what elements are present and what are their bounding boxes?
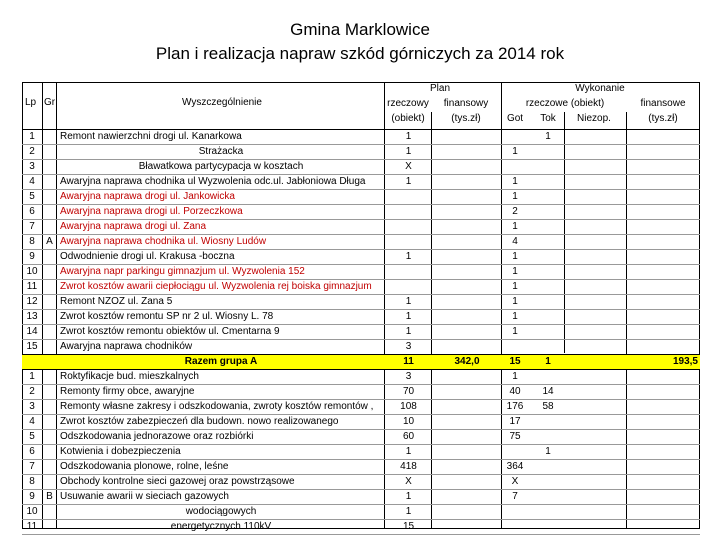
row-description: Awaryjna naprawa drogi ul. Jankowicka bbox=[60, 191, 235, 202]
row-number: 4 bbox=[29, 416, 35, 427]
table-row bbox=[22, 264, 700, 279]
table-row bbox=[22, 309, 700, 324]
row-description: Odszkodowania jednorazowe oraz rozbiórki bbox=[60, 431, 254, 442]
row-number: 10 bbox=[26, 266, 38, 277]
table-row bbox=[22, 144, 700, 159]
table-row bbox=[22, 414, 700, 429]
row-number: 9 bbox=[29, 251, 35, 262]
row-description: Awaryjna naprawa chodnika ul. Wiosny Ludów bbox=[60, 236, 267, 247]
row-wyk-got: 1 bbox=[512, 266, 518, 277]
row-wyk-got: 1 bbox=[512, 176, 518, 187]
row-wyk-got: 4 bbox=[512, 236, 518, 247]
table-row bbox=[22, 294, 700, 309]
row-description: Awaryjna naprawa chodników bbox=[60, 341, 193, 352]
row-number: 13 bbox=[26, 311, 38, 322]
row-plan-rzeczowy: 1 bbox=[405, 131, 412, 142]
row-description: Remonty własne zakresy i odszkodowania, zwroty kosztów remontów , bbox=[60, 401, 374, 412]
row-group: A bbox=[46, 236, 53, 247]
header-wykonanie: Wykonanie bbox=[575, 83, 625, 94]
table-row bbox=[22, 279, 700, 294]
row-number: 7 bbox=[29, 221, 35, 232]
row-number: 1 bbox=[29, 131, 35, 142]
row-wyk-got: 1 bbox=[512, 221, 518, 232]
row-description: Razem grupa A bbox=[184, 356, 258, 367]
row-description: Obchody kontrolne sieci gazowej oraz powstrząsowe bbox=[60, 476, 295, 487]
table-row bbox=[22, 474, 700, 489]
row-number: 1 bbox=[29, 371, 35, 382]
header-wyk-got: Got bbox=[506, 113, 524, 124]
row-description: Remont nawierzchni drogi ul. Kanarkowa bbox=[60, 131, 242, 142]
row-plan-rzeczowy: 1 bbox=[405, 251, 412, 262]
table-row bbox=[22, 429, 700, 444]
row-plan-rzeczowy: X bbox=[405, 161, 412, 172]
row-wyk-got: 176 bbox=[506, 401, 524, 412]
row-wyk-tok: 58 bbox=[542, 401, 554, 412]
header-gr: Gr bbox=[44, 97, 56, 108]
row-description: Zwrot kosztów zabezpieczeń dla budown. nowo realizowanego bbox=[60, 416, 339, 427]
table-row bbox=[22, 384, 700, 399]
row-description: Remont NZOZ ul. Zana 5 bbox=[60, 296, 173, 307]
row-number: 5 bbox=[29, 191, 35, 202]
header-plan-tys: (tys.zł) bbox=[451, 113, 481, 124]
row-description: Odwodnienie drogi ul. Krakusa -boczna bbox=[60, 251, 235, 262]
row-wyk-tok: 1 bbox=[545, 131, 551, 142]
header-plan-rzeczowy: rzeczowy bbox=[387, 98, 429, 109]
table-row bbox=[22, 189, 700, 204]
table-row bbox=[22, 504, 700, 519]
row-wyk-got: 40 bbox=[509, 386, 521, 397]
table-row bbox=[22, 459, 700, 474]
row-plan-rzeczowy: 1 bbox=[405, 446, 412, 457]
row-description: Awaryjna naprawa drogi ul. Zana bbox=[60, 221, 207, 232]
header-plan: Plan bbox=[429, 83, 451, 94]
row-number: 4 bbox=[29, 176, 35, 187]
row-number: 3 bbox=[29, 401, 35, 412]
row-wyk-tok: 1 bbox=[545, 446, 551, 457]
row-description: Roktyfikacje bud. mieszkalnych bbox=[60, 371, 199, 382]
row-plan-rzeczowy: 70 bbox=[402, 386, 415, 397]
row-description: energetycznych 110kV bbox=[170, 521, 272, 532]
row-wyk-got: 2 bbox=[512, 206, 518, 217]
row-number: 2 bbox=[29, 386, 35, 397]
row-number: 11 bbox=[26, 281, 38, 292]
header-plan-finansowy: finansowy bbox=[443, 98, 489, 109]
header-wyszczegolnienie: Wyszczególnienie bbox=[182, 97, 262, 108]
row-description: Awaryjna naprawa drogi ul. Porzeczkowa bbox=[60, 206, 243, 217]
row-number: 8 bbox=[29, 236, 35, 247]
row-plan-finansowy: 342,0 bbox=[454, 356, 480, 367]
row-description: Zwrot kosztów remontu SP nr 2 ul. Wiosny L. 78 bbox=[60, 311, 274, 322]
row-description: Odszkodowania plonowe, rolne, leśne bbox=[60, 461, 229, 472]
row-wyk-got: 364 bbox=[506, 461, 524, 472]
row-wyk-got: 15 bbox=[509, 356, 521, 367]
row-plan-rzeczowy: 10 bbox=[402, 416, 415, 427]
row-plan-rzeczowy: 1 bbox=[405, 326, 412, 337]
row-wyk-got: 1 bbox=[512, 146, 518, 157]
header-wyk-niezop: Niezop. bbox=[577, 113, 611, 124]
row-description: Awaryjna napr parkingu gimnazjum ul. Wyzwolenia 152 bbox=[60, 266, 305, 277]
table-row bbox=[22, 519, 700, 534]
table-row bbox=[22, 324, 700, 339]
table-row bbox=[22, 339, 700, 354]
row-description: Remonty firmy obce, awaryjne bbox=[60, 386, 195, 397]
table-row bbox=[22, 249, 700, 264]
table-row bbox=[22, 489, 700, 504]
row-plan-rzeczowy: 11 bbox=[403, 356, 414, 367]
row-wyk-got: 1 bbox=[512, 191, 518, 202]
row-number: 6 bbox=[29, 206, 35, 217]
row-wyk-got: 1 bbox=[512, 296, 518, 307]
row-number: 9 bbox=[29, 491, 35, 502]
row-number: 6 bbox=[29, 446, 35, 457]
header-wyk-finansowe: finansowe bbox=[640, 98, 686, 109]
table-row bbox=[22, 129, 700, 144]
row-wyk-got: 1 bbox=[512, 251, 518, 262]
row-plan-rzeczowy: 1 bbox=[405, 176, 412, 187]
row-wyk-got: X bbox=[511, 476, 519, 487]
row-description: Zwrot kosztów awarii ciepłociągu ul. Wyzwolenia rej boiska gimnazjum bbox=[60, 281, 372, 292]
header-wyk-tok: Tok bbox=[540, 113, 556, 124]
damage-repair-table bbox=[22, 82, 700, 532]
row-number: 2 bbox=[29, 146, 35, 157]
row-number: 10 bbox=[26, 506, 38, 517]
row-wyk-got: 1 bbox=[512, 371, 518, 382]
table-row bbox=[22, 399, 700, 414]
row-number: 8 bbox=[29, 476, 35, 487]
table-row bbox=[22, 369, 700, 384]
row-wyk-tok: 1 bbox=[545, 356, 551, 367]
row-plan-rzeczowy: 418 bbox=[400, 461, 417, 472]
table-row bbox=[22, 444, 700, 459]
row-description: Usuwanie awarii w sieciach gazowych bbox=[60, 491, 229, 502]
row-number: 15 bbox=[26, 341, 38, 352]
table-row bbox=[22, 174, 700, 189]
row-description: Kotwienia i dobezpieczenia bbox=[60, 446, 181, 457]
row-plan-rzeczowy: 1 bbox=[405, 296, 412, 307]
row-description: Strażacka bbox=[198, 146, 244, 157]
header-lp: Lp bbox=[25, 97, 37, 108]
row-plan-rzeczowy: 3 bbox=[405, 341, 412, 352]
row-number: 11 bbox=[26, 521, 38, 532]
row-wyk-got: 17 bbox=[509, 416, 521, 427]
row-wyk-finansowe: 193,5 bbox=[672, 356, 698, 367]
row-plan-rzeczowy: X bbox=[405, 476, 412, 487]
header-wyk-rzeczowe: rzeczowe (obiekt) bbox=[525, 98, 605, 109]
row-number: 5 bbox=[29, 431, 35, 442]
row-number: 14 bbox=[26, 326, 38, 337]
row-wyk-got: 7 bbox=[512, 491, 518, 502]
row-plan-rzeczowy: 1 bbox=[405, 311, 412, 322]
row-plan-rzeczowy: 1 bbox=[405, 146, 412, 157]
row-plan-rzeczowy: 1 bbox=[405, 491, 412, 502]
row-wyk-got: 1 bbox=[512, 281, 518, 292]
table-row bbox=[22, 219, 700, 234]
row-number: 3 bbox=[29, 161, 35, 172]
row-group: B bbox=[46, 491, 53, 502]
row-plan-rzeczowy: 108 bbox=[400, 401, 417, 412]
row-wyk-tok: 14 bbox=[542, 386, 554, 397]
header-wyk-tys: (tys.zł) bbox=[648, 113, 678, 124]
row-description: Awaryjna naprawa chodnika ul Wyzwolenia odc.ul. Jabłoniowa Długa bbox=[60, 176, 366, 187]
document-title: Gmina Marklowice bbox=[290, 20, 430, 39]
row-description: wodociągowych bbox=[185, 506, 257, 517]
header-plan-obiekt: (obiekt) bbox=[391, 113, 425, 124]
row-number: 12 bbox=[26, 296, 38, 307]
total-row bbox=[22, 354, 700, 369]
row-wyk-got: 75 bbox=[509, 431, 521, 442]
table-row bbox=[22, 204, 700, 219]
row-plan-rzeczowy: 1 bbox=[405, 506, 412, 517]
row-description: Zwrot kosztów remontu obiektów ul. Cmentarna 9 bbox=[60, 326, 280, 337]
row-plan-rzeczowy: 60 bbox=[402, 431, 415, 442]
row-plan-rzeczowy: 3 bbox=[405, 371, 412, 382]
row-plan-rzeczowy: 15 bbox=[402, 521, 415, 532]
table-row bbox=[22, 159, 700, 174]
row-number: 7 bbox=[29, 461, 35, 472]
table-row bbox=[22, 234, 700, 249]
row-wyk-got: 1 bbox=[512, 311, 518, 322]
row-description: Bławatkowa partycypacja w kosztach bbox=[138, 161, 304, 172]
document-subtitle: Plan i realizacja napraw szkód górniczych za 2014 rok bbox=[155, 44, 565, 63]
row-wyk-got: 1 bbox=[512, 326, 518, 337]
